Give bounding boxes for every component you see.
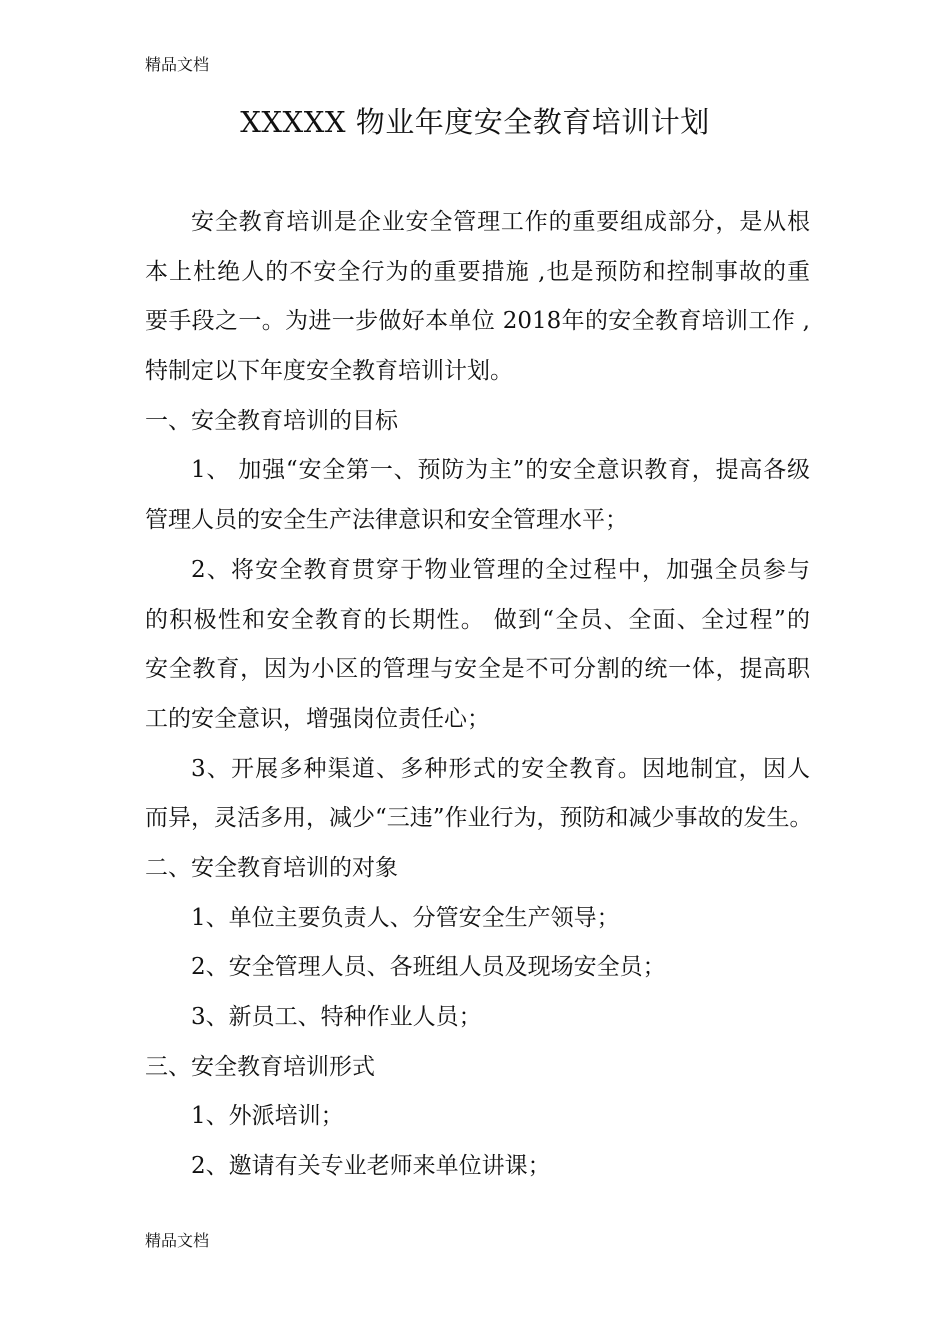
text-line: 要手段之一。为进一步做好本单位 2018年的安全教育培训工作 , [145, 308, 810, 335]
text-line: 2、安全管理人员、各班组人员及现场安全员； [191, 954, 666, 981]
document-title: XXXXX 物业年度安全教育培训计划 [240, 105, 710, 139]
text-line: 安全教育培训是企业安全管理工作的重要组成部分，是从根 [191, 209, 810, 235]
text-line: 一、安全教育培训的目标 [145, 407, 398, 434]
text-line: 本上杜绝人的不安全行为的重要措施 ,也是预防和控制事故的重 [145, 258, 810, 285]
text-line: 1、 加强“安全第一、预防为主”的安全意识教育，提高各级 [191, 457, 810, 484]
text-line: 二、安全教育培训的对象 [145, 854, 398, 881]
text-line: 而异，灵活多用，减少“三违”作业行为，预防和减少事故的发生。 [145, 805, 813, 832]
text-line: 1、外派培训； [191, 1103, 344, 1130]
text-line: 特制定以下年度安全教育培训计划。 [145, 358, 513, 385]
header-watermark: 精品文档 [145, 55, 210, 74]
text-line: 管理人员的安全生产法律意识和安全管理水平； [145, 507, 628, 534]
text-line: 1、单位主要负责人、分管安全生产领导； [191, 904, 620, 931]
text-line: 工的安全意识，增强岗位责任心； [145, 705, 490, 732]
footer-watermark: 精品文档 [145, 1231, 210, 1250]
text-line: 的积极性和安全教育的长期性。 做到“全员、全面、全过程”的 [145, 606, 810, 633]
text-line: 3、开展多种渠道、多种形式的安全教育。因地制宜，因人 [191, 755, 810, 782]
text-line: 2、将安全教育贯穿于物业管理的全过程中，加强全员参与 [191, 556, 810, 583]
text-line: 安全教育，因为小区的管理与安全是不可分割的统一体，提高职 [145, 656, 810, 683]
document-body [145, 198, 813, 1192]
text-line: 三、安全教育培训形式 [145, 1053, 375, 1080]
text-line: 2、邀请有关专业老师来单位讲课； [191, 1153, 551, 1180]
text-line: 3、新员工、特种作业人员； [191, 1004, 482, 1030]
